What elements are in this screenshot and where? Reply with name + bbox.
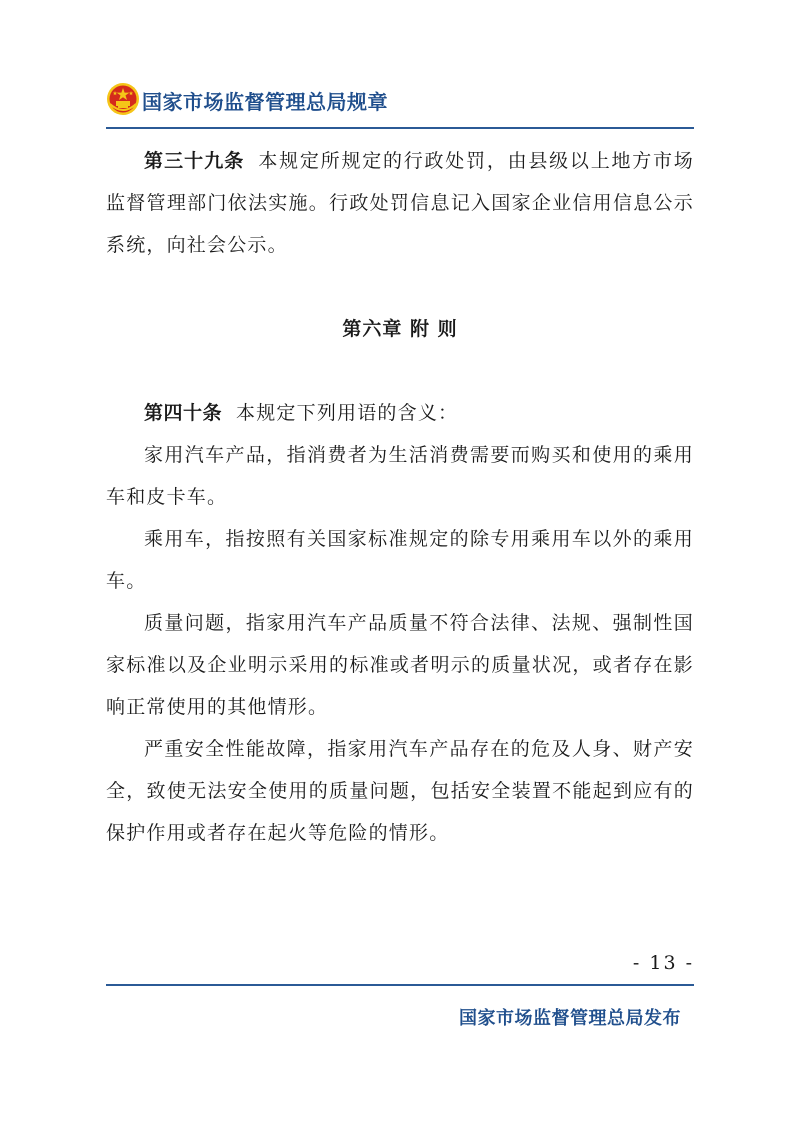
footer-publisher: 国家市场监督管理总局发布 bbox=[459, 1008, 681, 1029]
page-header bbox=[106, 82, 694, 126]
footer-divider bbox=[106, 984, 694, 986]
definition-household-car: 家用汽车产品，指消费者为生活消费需要而购买和使用的乘用车和皮卡车。 bbox=[106, 444, 694, 508]
article-40 bbox=[106, 392, 694, 434]
article-39-label: 第三十九条 bbox=[144, 150, 245, 172]
chapter-heading: 第六章 附 则 bbox=[342, 318, 458, 340]
definition-passenger-car: 乘用车，指按照有关国家标准规定的除专用乘用车以外的乘用车。 bbox=[106, 528, 694, 592]
header-divider bbox=[106, 127, 694, 129]
article-40-label: 第四十条 bbox=[144, 402, 223, 424]
definition-severe-safety-fault: 严重安全性能故障，指家用汽车产品存在的危及人身、财产安全，致使无法安全使用的质量问题，包括安全装置不能起到应有的保护作用或者存在起火等危险的情形。 bbox=[106, 738, 694, 844]
header-title: 国家市场监督管理总局规章 bbox=[142, 90, 388, 114]
national-emblem-icon bbox=[106, 82, 140, 116]
page-number: - 13 - bbox=[632, 952, 694, 974]
article-39 bbox=[106, 140, 694, 266]
article-40-text: 本规定下列用语的含义： bbox=[236, 402, 459, 424]
definition-quality-problem: 质量问题，指家用汽车产品质量不符合法律、法规、强制性国家标准以及企业明示采用的标准或者明示的质量状况，或者存在影响正常使用的其他情形。 bbox=[106, 612, 694, 718]
article-39-text: 本规定所规定的行政处罚，由县级以上地方市场监督管理部门依法实施。行政处罚信息记入国家企业信用信息公示系统，向社会公示。 bbox=[106, 150, 694, 256]
document-body bbox=[106, 140, 694, 854]
